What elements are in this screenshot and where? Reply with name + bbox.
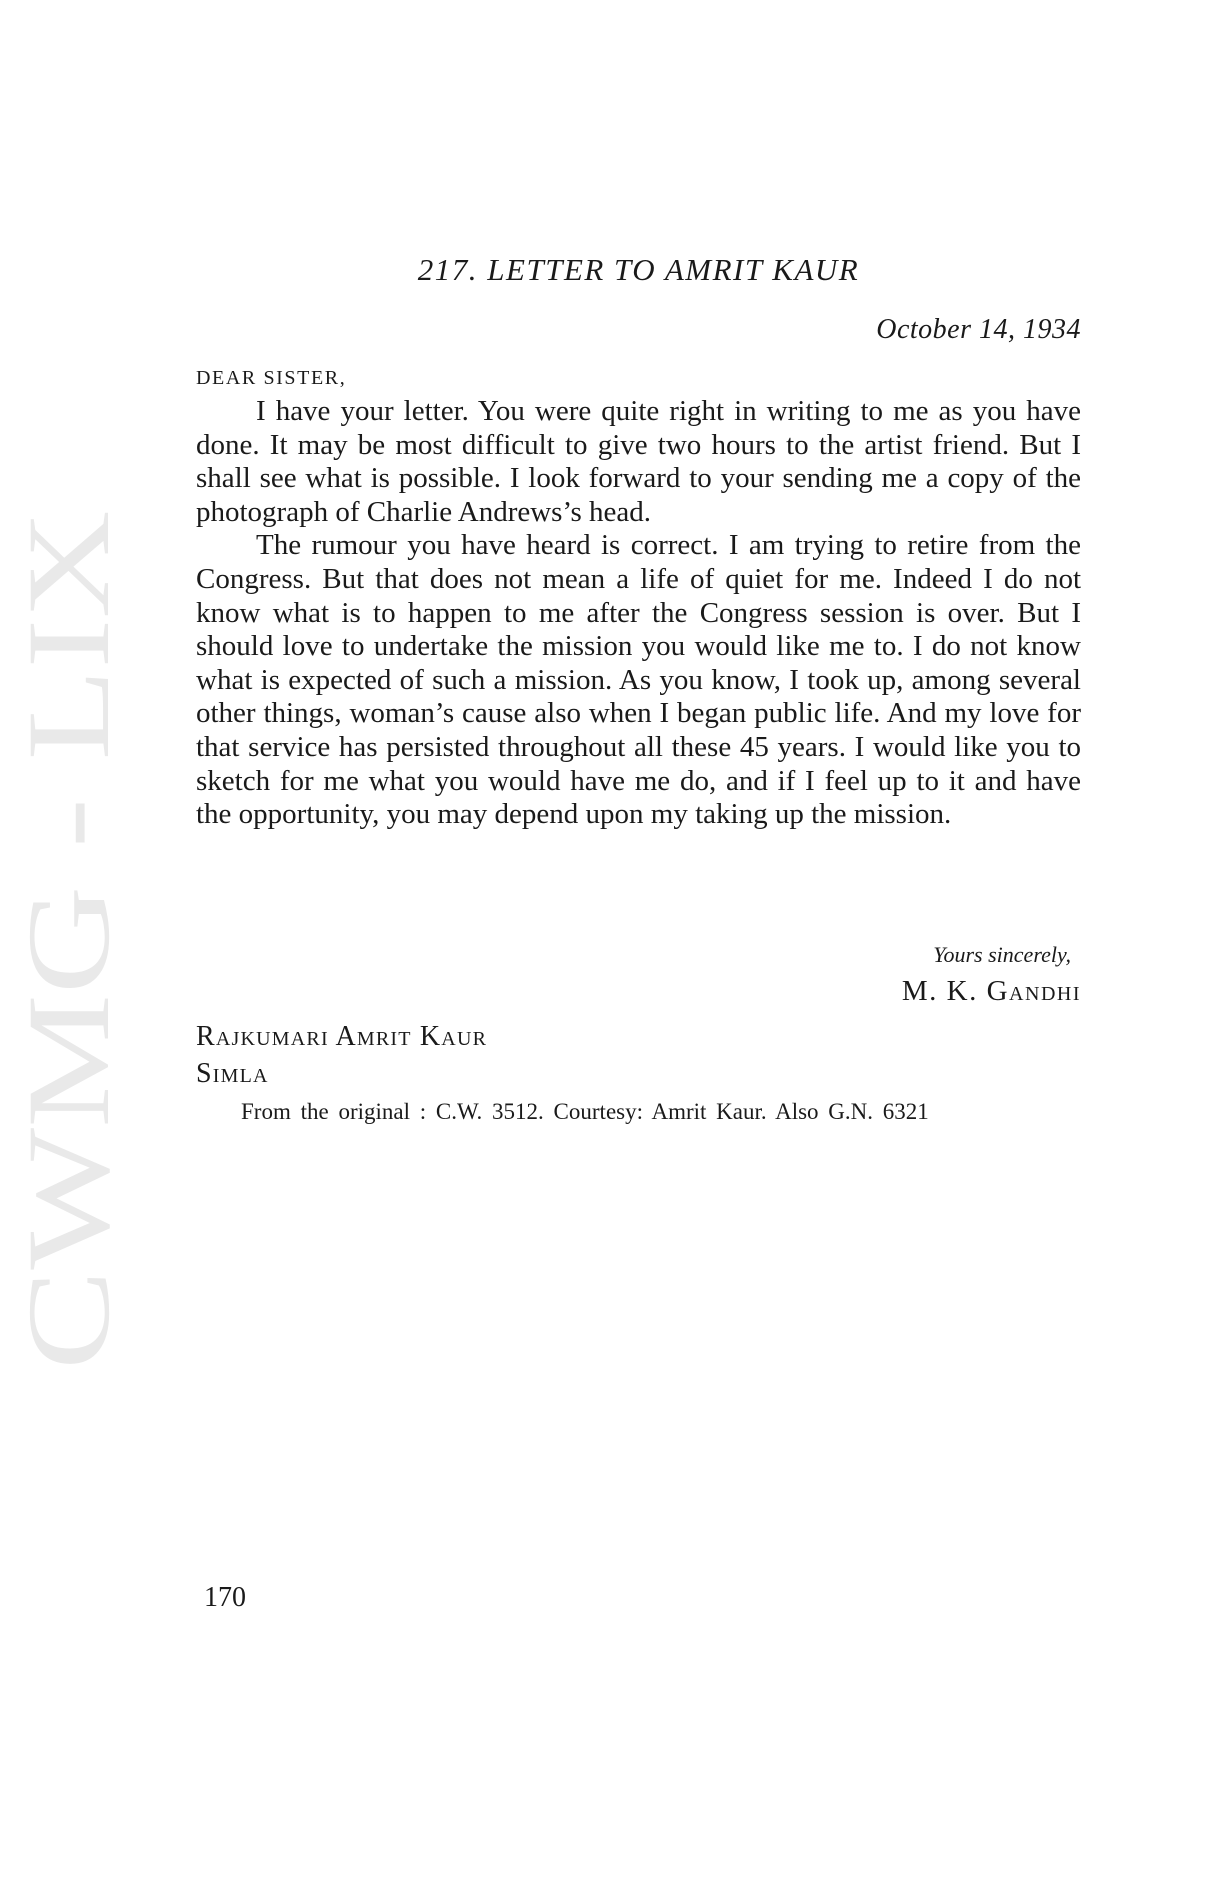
salutation: DEAR SISTER,	[196, 367, 347, 389]
addressee-place: Simla	[196, 1058, 269, 1089]
source-note: From the original : C.W. 3512. Courtesy: Amrit Kaur. Also G.N. 6321	[241, 1099, 929, 1124]
letter-title: 217. LETTER TO AMRIT KAUR	[417, 252, 860, 287]
page-number: 170	[204, 1582, 246, 1613]
watermark-graphic	[3, 505, 206, 1375]
watermark-text: CWMG - LIX	[3, 694, 134, 1370]
letter-body	[196, 395, 1081, 832]
closing-line: Yours sincerely,	[933, 942, 1071, 967]
addressee-block	[196, 1018, 487, 1092]
letter-page	[196, 0, 1081, 1890]
signature: M. K. Gandhi	[901, 975, 1081, 1007]
paragraph-2: The rumour you have heard is correct. I am trying to retire from the Congress. But that does not mean a life of quiet for me. Indeed I do not know what is to happen to me after the Congress session is over. But I should love to undertake the mission you would like me to. I do not know what is expected of such a mission. As you know, I took up, among several other things, woman’s cause also when I began public life. And my love for that service has persisted throughout all these 45 years. I would like you to sketch for me what you would have me do, and if I feel up to it and have the opportunity, you may depend upon my taking up the mission.	[196, 529, 1081, 831]
addressee-name: Rajkumari Amrit Kaur	[196, 1021, 488, 1052]
paragraph-1: I have your letter. You were quite right in writing to me as you have done. It may be most difficult to give two hours to the artist friend. But I shall see what is possible. I look forward to your sending me a copy of the photograph of Charlie Andrews’s head.	[196, 395, 1081, 528]
watermark	[3, 505, 206, 1375]
letter-date: October 14, 1934	[876, 314, 1081, 345]
